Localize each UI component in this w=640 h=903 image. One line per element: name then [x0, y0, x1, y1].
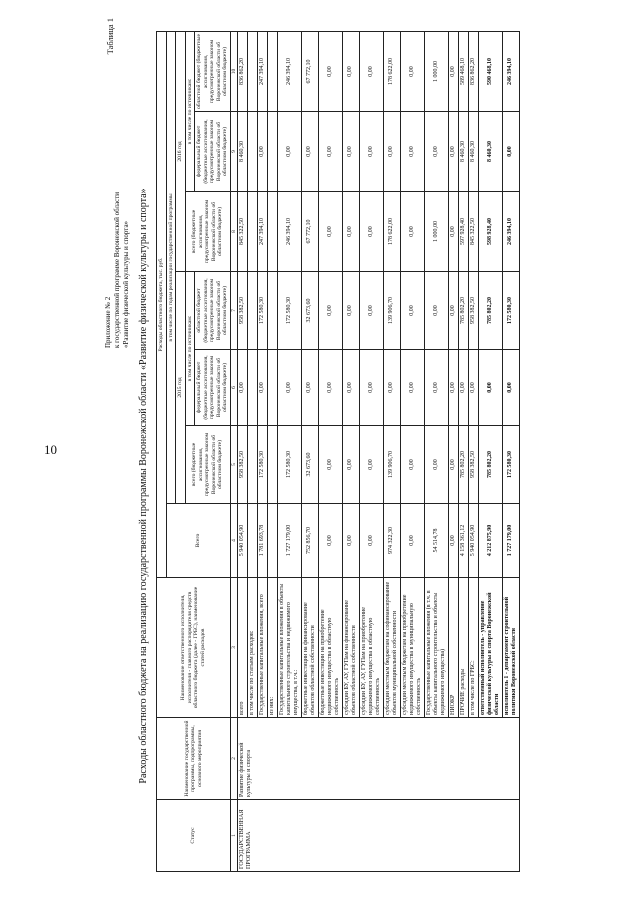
- header-year-2016: 2016 год: [176, 31, 186, 271]
- appendix-line-1: Приложение № 2: [104, 296, 112, 349]
- cell-2015-federal: 0,00: [424, 350, 448, 426]
- cell-2015-federal: [247, 350, 257, 426]
- cell-2015-federal: 0,00: [342, 350, 359, 426]
- col-number: 10: [230, 31, 237, 111]
- expense-item-name: из них:: [267, 578, 277, 718]
- cell-2015-regional: 0,00: [424, 272, 448, 350]
- cell-2015-regional: [267, 272, 277, 350]
- header-expenses: Расходы областного бюджета, тыс. руб.: [157, 31, 167, 577]
- cell-total: 0,00: [359, 504, 383, 578]
- cell-2015-all: 0,00: [448, 426, 458, 504]
- cell-2015-federal: [267, 350, 277, 426]
- cell-2016-regional: 590 468,10: [478, 31, 502, 111]
- cell-2015-federal: 0,00: [478, 350, 502, 426]
- cell-2016-all: 67 772,10: [301, 192, 318, 272]
- cell-2015-regional: 0,00: [318, 272, 342, 350]
- cell-2016-federal: 0,00: [424, 112, 448, 192]
- cell-2016-federal: 0,00: [301, 112, 318, 192]
- cell-2015-all: 139 906,70: [383, 426, 400, 504]
- table-label: Таблица 1: [105, 18, 115, 55]
- cell-total: 0,00: [318, 504, 342, 578]
- cell-2016-regional: 246 394,10: [502, 31, 519, 111]
- expense-item-name: субсидии местным бюджетам на приобретение недвижимого имущества в муниципальную собственность: [400, 578, 424, 718]
- header-by-years: в том числе по годам реализации государственной программы: [166, 31, 176, 503]
- cell-2016-regional: 0,00: [359, 31, 383, 111]
- cell-2016-federal: 0,00: [502, 112, 519, 192]
- cell-2015-regional: 172 580,30: [257, 272, 267, 350]
- cell-2015-all: 0,00: [400, 426, 424, 504]
- header-2016-regional: областной бюджет (бюджетные ассигнования, предусмотренные законом Воронежской области об областном бюджете): [195, 31, 231, 111]
- expense-item-name: субсидии БУ, АУ, ГУПам на приобретение недвижимого имущества в областную собственность: [359, 578, 383, 718]
- cell-2016-federal: 8 460,30: [237, 112, 247, 192]
- appendix-line-3: «Развитие физической культуры и спорта»: [122, 220, 130, 349]
- cell-2015-regional: [247, 272, 257, 350]
- cell-total: [267, 504, 277, 578]
- cell-total: [247, 504, 257, 578]
- expense-item-name: субсидии БУ, АУ, ГУПам на финансирование объектов областной собственности: [342, 578, 359, 718]
- cell-2016-federal: 0,00: [257, 112, 267, 192]
- header-2015-sources: в том числе по источникам:: [185, 272, 195, 426]
- column-number-row: [230, 31, 237, 871]
- cell-2016-all: 0,00: [318, 192, 342, 272]
- cell-2016-federal: 0,00: [383, 112, 400, 192]
- header-executor: Наименование ответственного исполнителя, исполнителя - главного распорядителя средств областного бюджета (далее - ГРБС), наименование статей расходов: [157, 578, 231, 718]
- expense-item-name: Государственные капитальные вложения в объекты капитального строительства и недвижимого имущества, в т.ч.:: [277, 578, 301, 718]
- cell-total: 4 158 361,12: [458, 504, 468, 578]
- header-year-2015: 2015 год: [176, 272, 186, 504]
- table-row: [237, 31, 247, 871]
- cell-2016-all: 597 928,40: [458, 192, 468, 272]
- cell-2016-federal: 0,00: [277, 112, 301, 192]
- budget-table-body: [237, 31, 519, 871]
- cell-2016-all: 598 928,40: [478, 192, 502, 272]
- header-status: Статус: [157, 800, 231, 872]
- cell-2015-regional: 0,00: [359, 272, 383, 350]
- cell-2015-all: 172 580,30: [257, 426, 267, 504]
- cell-2016-regional: [247, 31, 257, 111]
- cell-2016-all: 246 394,10: [277, 192, 301, 272]
- page-number: 10: [44, 442, 57, 457]
- cell-2015-regional: 785 802,20: [458, 272, 468, 350]
- cell-2015-regional: 139 906,70: [383, 272, 400, 350]
- cell-2016-federal: 0,00: [359, 112, 383, 192]
- header-row-1: [157, 31, 167, 871]
- expense-item-name: в том числе по статьям расходов:: [247, 578, 257, 718]
- cell-2016-regional: 0,00: [448, 31, 458, 111]
- cell-2015-regional: 958 382,50: [237, 272, 247, 350]
- col-number: 4: [230, 504, 237, 578]
- cell-2016-federal: [267, 112, 277, 192]
- cell-2015-federal: 0,00: [458, 350, 468, 426]
- cell-2015-federal: 0,00: [237, 350, 247, 426]
- cell-2015-federal: 0,00: [257, 350, 267, 426]
- cell-2015-federal: 0,00: [383, 350, 400, 426]
- cell-total: 54 514,78: [424, 504, 448, 578]
- cell-2016-all: 0,00: [400, 192, 424, 272]
- cell-2016-all: 845 322,50: [237, 192, 247, 272]
- cell-total: 5 940 054,90: [468, 504, 478, 578]
- cell-2015-regional: 785 802,20: [478, 272, 502, 350]
- cell-2016-regional: 1 000,00: [424, 31, 448, 111]
- expense-item-name: субсидии местным бюджетам на софинансирование объектов муниципальной собственности: [383, 578, 400, 718]
- appendix-line-2: к государственной программе Воронежской области: [113, 192, 121, 349]
- expense-item-name: Государственные капитальные вложения, всего: [257, 578, 267, 718]
- cell-2015-regional: 0,00: [342, 272, 359, 350]
- cell-total: 0,00: [448, 504, 458, 578]
- rotated-page: [100, 12, 620, 872]
- cell-2015-regional: 958 382,50: [468, 272, 478, 350]
- cell-total: 0,00: [400, 504, 424, 578]
- cell-2015-federal: 0,00: [502, 350, 519, 426]
- cell-2015-federal: 0,00: [448, 350, 458, 426]
- program-name-cell: Развитие физической культуры и спорта: [237, 718, 519, 800]
- cell-2016-all: [267, 192, 277, 272]
- expense-item-name: ответственный исполнитель - управление физической культуры и спорта Воронежской области: [478, 578, 502, 718]
- cell-2015-federal: 0,00: [359, 350, 383, 426]
- expense-item-name: исполнитель 1 - департамент строительной политики Воронежской области: [502, 578, 519, 718]
- cell-2016-all: [247, 192, 257, 272]
- cell-2015-regional: 172 580,30: [277, 272, 301, 350]
- cell-2016-federal: 8 460,30: [468, 112, 478, 192]
- cell-2015-regional: 0,00: [448, 272, 458, 350]
- header-total: Всего: [166, 504, 230, 578]
- cell-2015-federal: 0,00: [318, 350, 342, 426]
- header-2016-sources: в том числе по источникам:: [185, 31, 195, 191]
- cell-2016-federal: 0,00: [318, 112, 342, 192]
- cell-2016-regional: 589 468,10: [458, 31, 468, 111]
- cell-2015-all: 172 580,30: [277, 426, 301, 504]
- col-number: 5: [230, 426, 237, 504]
- header-2015-regional: областной бюджет (бюджетные ассигнования, предусмотренные законом Воронежской области об областном бюджете): [195, 272, 231, 350]
- cell-2015-all: 32 673,60: [301, 426, 318, 504]
- cell-total: 752 856,70: [301, 504, 318, 578]
- cell-2015-all: 785 802,20: [458, 426, 468, 504]
- cell-2016-all: 0,00: [342, 192, 359, 272]
- cell-2016-regional: 836 862,20: [237, 31, 247, 111]
- cell-2015-all: 958 382,50: [468, 426, 478, 504]
- header-2016-all: всего (бюджетные ассигнования, предусмотренные законом Воронежской области об областном бюджете): [185, 192, 230, 272]
- cell-2016-all: 0,00: [448, 192, 458, 272]
- header-2016-federal: федеральный бюджет (бюджетные ассигнования, предусмотренные законом Воронежской области об областном бюджете): [195, 112, 231, 192]
- status-cell: ГОСУДАРСТВЕННАЯ ПРОГРАММА: [237, 800, 519, 872]
- cell-2015-federal: 0,00: [400, 350, 424, 426]
- cell-2016-all: 1 000,00: [424, 192, 448, 272]
- appendix-note: [104, 192, 131, 348]
- cell-2015-all: [267, 426, 277, 504]
- cell-2016-all: 246 394,10: [502, 192, 519, 272]
- cell-2016-federal: 0,00: [342, 112, 359, 192]
- expense-item-name: Государственные капитальные вложения (в т.ч. в объекты капитального строительства и объекты недвижимого имущества): [424, 578, 448, 718]
- cell-total: 4 212 875,90: [478, 504, 502, 578]
- cell-2016-all: 247 394,10: [257, 192, 267, 272]
- cell-2015-all: 0,00: [359, 426, 383, 504]
- col-number: 9: [230, 112, 237, 192]
- cell-2016-regional: 0,00: [342, 31, 359, 111]
- cell-2015-all: 0,00: [318, 426, 342, 504]
- cell-total: 974 322,30: [383, 504, 400, 578]
- cell-2015-all: 172 580,30: [502, 426, 519, 504]
- budget-table-wrapper: [156, 32, 520, 872]
- col-number: 7: [230, 272, 237, 350]
- cell-2015-federal: 0,00: [468, 350, 478, 426]
- cell-2015-all: 785 802,20: [478, 426, 502, 504]
- cell-2016-federal: 0,00: [448, 112, 458, 192]
- cell-2016-federal: 8 460,30: [478, 112, 502, 192]
- cell-2016-all: 845 322,50: [468, 192, 478, 272]
- header-2015-federal: федеральный бюджет (бюджетные ассигнования, предусмотренные законом Воронежской области об областном бюджете): [195, 350, 231, 426]
- expense-item-name: НИОКР: [448, 578, 458, 718]
- cell-2016-regional: 836 862,20: [468, 31, 478, 111]
- cell-2016-regional: 0,00: [400, 31, 424, 111]
- expense-item-name: в том числе по ГРБС:: [468, 578, 478, 718]
- col-number: 2: [230, 718, 237, 800]
- cell-total: 1 727 179,00: [277, 504, 301, 578]
- cell-total: 1 781 693,78: [257, 504, 267, 578]
- cell-2015-regional: 0,00: [400, 272, 424, 350]
- cell-2016-regional: 0,00: [318, 31, 342, 111]
- cell-2015-all: 0,00: [424, 426, 448, 504]
- cell-2016-regional: 247 394,10: [257, 31, 267, 111]
- cell-2016-regional: 178 622,00: [383, 31, 400, 111]
- cell-2015-all: 0,00: [342, 426, 359, 504]
- header-2015-all: всего (бюджетные ассигнования, предусмотренные законом Воронежской области об областном бюджете): [185, 426, 230, 504]
- cell-total: 1 727 179,00: [502, 504, 519, 578]
- cell-2016-federal: 0,00: [400, 112, 424, 192]
- cell-2015-federal: 0,00: [301, 350, 318, 426]
- expense-item-name: бюджетные инвестиции на финансирование объектов областной собственности: [301, 578, 318, 718]
- col-number: 6: [230, 350, 237, 426]
- cell-2016-all: 178 622,00: [383, 192, 400, 272]
- expense-item-name: бюджетные инвестиции на приобретение недвижимого имущества в областную собственность: [318, 578, 342, 718]
- cell-total: 0,00: [342, 504, 359, 578]
- cell-2015-regional: 172 580,30: [502, 272, 519, 350]
- col-number: 3: [230, 578, 237, 718]
- document-title: Расходы областного бюджета на реализацию государственной программы Воронежской области «Развитие физической культуры и спорта»: [138, 188, 149, 784]
- budget-table: [156, 31, 520, 872]
- cell-2016-regional: [267, 31, 277, 111]
- cell-2015-all: 958 382,50: [237, 426, 247, 504]
- cell-2016-federal: 8 460,30: [458, 112, 468, 192]
- cell-2016-regional: 67 772,10: [301, 31, 318, 111]
- cell-2015-regional: 32 673,60: [301, 272, 318, 350]
- cell-2016-federal: [247, 112, 257, 192]
- expense-item-name: всего: [237, 578, 247, 718]
- expense-item-name: ПРОЧИЕ расходы: [458, 578, 468, 718]
- cell-2015-federal: 0,00: [277, 350, 301, 426]
- cell-total: 5 940 054,90: [237, 504, 247, 578]
- col-number: 8: [230, 192, 237, 272]
- cell-2016-all: 0,00: [359, 192, 383, 272]
- cell-2016-regional: 246 394,10: [277, 31, 301, 111]
- col-number: 1: [230, 800, 237, 872]
- header-program-name: Наименование государственной программы, подпрограммы, основного мероприятия: [157, 718, 231, 800]
- cell-2015-all: [247, 426, 257, 504]
